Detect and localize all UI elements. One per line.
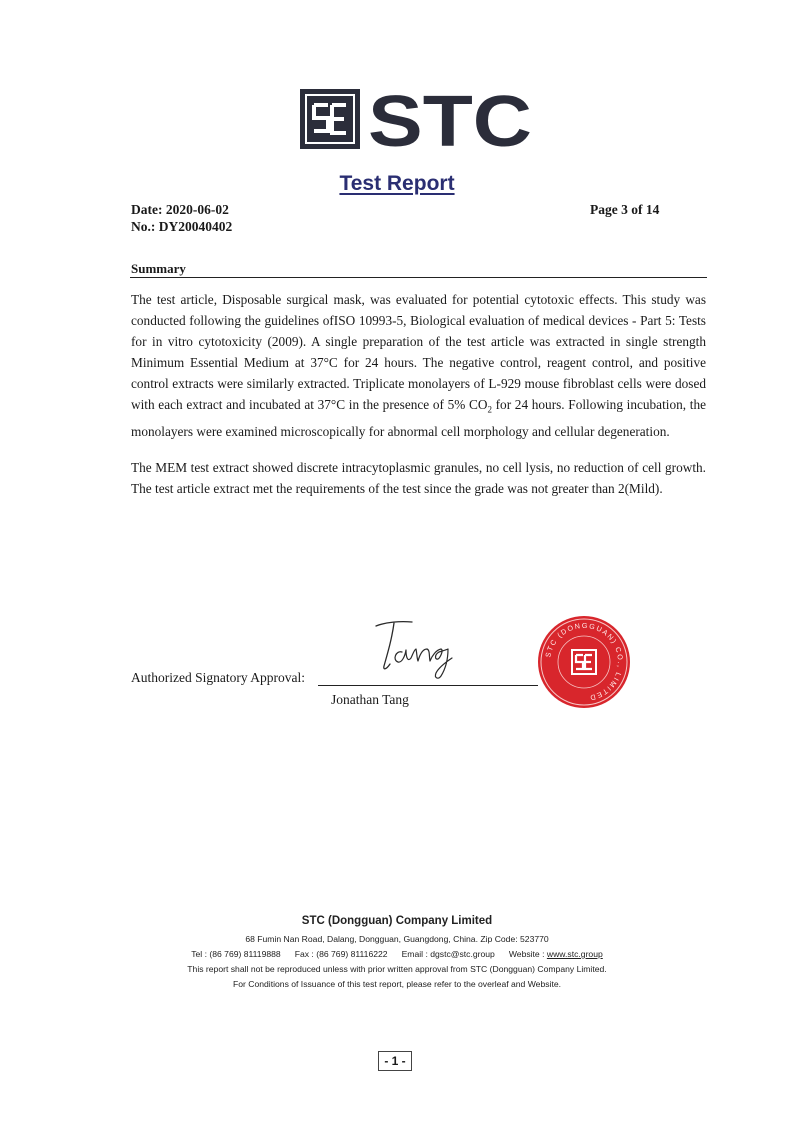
report-title — [0, 172, 794, 196]
seal-text: STC (DONGGUAN) CO., LIMITED — [543, 620, 626, 703]
co2-formula — [468, 397, 492, 415]
footer-email: Email : dgstc@stc.group — [401, 949, 495, 959]
footer-contact — [0, 949, 794, 959]
report-date: Date: 2020-06-02 — [131, 202, 229, 217]
co2-c: CO — [468, 397, 488, 412]
signatory-label: Authorized Signatory Approval: — [131, 670, 305, 685]
summary-heading: Summary — [131, 261, 186, 276]
footer-company: STC (Dongguan) Company Limited — [301, 915, 493, 927]
summary-paragraph-1-text: The test article, Disposable surgical mask, was evaluated for potential cytotoxic effects. This study was conducted following the guidelines ofISO 10993-5, Biological evaluation of medical devices - Part 5: Tests for in vitro cytotoxicity (2009). A single preparation of the test article was extracted in single strength Minimum Essential Medium at 37°C for 24 hours. The negative control, reagent control, and positive control extracts were similarly extracted. Triplicate monolayers of L-929 mouse fibroblast cells were dosed with each extract and incubated at 37°C in the presence of 5% — [131, 292, 706, 412]
company-seal — [536, 614, 632, 710]
footer-reproduction-note: This report shall not be reproduced unless with prior written approval from STC (Dongguan) Company Limited. — [187, 964, 607, 974]
stc-logo — [300, 87, 534, 153]
page-indicator: Page 3 of 14 — [590, 202, 660, 217]
summary-paragraph-2: The MEM test extract showed discrete intracytoplasmic granules, no cell lysis, no reduction of cell growth. The test article extract met the requirements of the test since the grade was not greater than 2(Mild). — [131, 460, 706, 496]
summary-paragraph-1-end: for 24 hours. Following incubation, the monolayers were examined microscopically for abnormal cell morphology and cellular degeneration. — [131, 397, 706, 439]
handwritten-signature — [368, 612, 468, 684]
footer-conditions-note: For Conditions of Issuance of this test report, please refer to the overleaf and Website. — [232, 979, 561, 989]
signatory-name: Jonathan Tang — [331, 692, 409, 707]
logo-wordmark: STC — [368, 87, 532, 153]
summary-paragraph-1 — [131, 289, 706, 442]
page-number: - 1 - — [378, 1051, 412, 1071]
footer-address: 68 Fumin Nan Road, Dalang, Dongguan, Guangdong, China. Zip Code: 523770 — [245, 934, 549, 944]
footer-website-label: Website : — [508, 949, 547, 959]
report-number: No.: DY20040402 — [131, 219, 233, 234]
signature-line — [318, 685, 538, 686]
footer-tel: Tel : (86 769) 81119888 — [191, 949, 281, 959]
co2-subscript: 2 — [487, 404, 492, 415]
footer-website-link[interactable]: www.stc.group — [546, 949, 603, 959]
report-title-text: Test Report — [339, 172, 455, 195]
summary-divider — [130, 277, 707, 278]
footer-fax: Fax : (86 769) 81116222 — [294, 949, 388, 959]
